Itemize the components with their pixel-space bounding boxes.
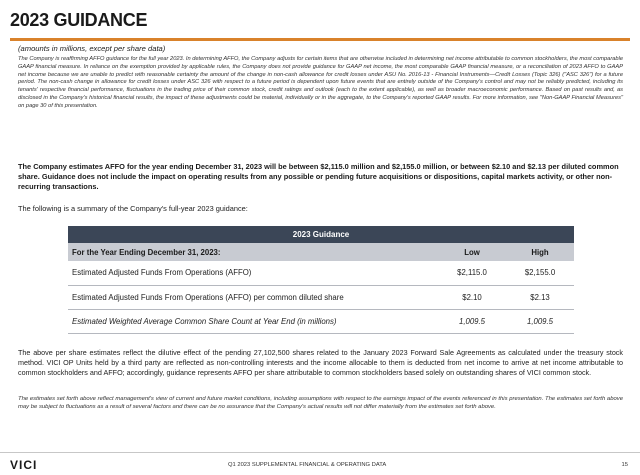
row-low-value: 1,009.5 xyxy=(438,309,506,333)
table-caption-row xyxy=(68,226,574,243)
row-label: Estimated Weighted Average Common Share Count at Year End (in millions) xyxy=(68,309,438,333)
row-high-value: $2.13 xyxy=(506,285,574,309)
row-low-value: $2.10 xyxy=(438,285,506,309)
page-number: 15 xyxy=(621,462,628,468)
table-header-row xyxy=(68,243,574,261)
estimates-footnote: The estimates set forth above reflect management's view of current and future market conditions, including assumptions with respect to the earnings impact of the events referenced in this presentation. The estimates set forth above may be subject to fluctuations as a result of several factors and there can be no assurance that the Company's actual results will not differ materially from the estimates set forth above. xyxy=(18,396,623,410)
page-title: 2023 GUIDANCE xyxy=(10,10,148,30)
company-logo: VICI xyxy=(10,458,38,472)
header-period-label: For the Year Ending December 31, 2023: xyxy=(68,243,438,261)
row-label: Estimated Adjusted Funds From Operations (AFFO) per common diluted share xyxy=(68,285,438,309)
header-low: Low xyxy=(438,243,506,261)
table-row xyxy=(68,285,574,309)
summary-intro: The following is a summary of the Company's full-year 2023 guidance: xyxy=(18,204,248,213)
affo-estimate-statement: The Company estimates AFFO for the year ending December 31, 2023 will be between $2,115.0 million and $2,155.0 million, or between $2.10 and $2.13 per diluted common share. Guidance does not include the impact on operating results from any possible or pending future acquisitions or dispositions, capital markets activity, or other non-recurring transactions. xyxy=(18,162,619,191)
footer-document-title: Q1 2023 SUPPLEMENTAL FINANCIAL & OPERATING DATA xyxy=(228,462,387,468)
guidance-table xyxy=(68,226,574,334)
guidance-disclaimer: The Company is reaffirming AFFO guidance for the full year 2023. In determining AFFO, the Company adjusts for certain items that are otherwise included in determining net income attributable to common stockholders, the most comparable GAAP financial measure. In reliance on the exemption provided by applicable rules, the Company does not provide guidance for GAAP net income, the most comparable GAAP financial measure, or a reconciliation of 2023 AFFO to GAAP net income because we are unable to predict with reasonable certainty the amount of the change in non-cash allowance for credit losses under ASU No. 2016-13 - Financial Instruments—Credit Losses (Topic 326) ("ASC 326") for a future period. The non-cash change in allowance for credit losses under ASC 326 with respect to a future period is dependent upon future events that are entirely outside of the Company's control and may not be reliably predicted, including its tenants' respective financial performance, fluctuations in the trading price of their common stock, credit ratings and outlook (each to the extent applicable), as well as broader macroeconomic performance. Based on past results and, as disclosed in the Company's historical financial results, the impact of these adjustments could be material, individually or in the aggregate, to the Company's reported GAAP results. For more information, see "Non-GAAP Financial Measures" on page 30 of this presentation. xyxy=(18,56,623,109)
header-high: High xyxy=(506,243,574,261)
footer-divider xyxy=(0,452,640,453)
row-high-value: $2,155.0 xyxy=(506,261,574,285)
row-high-value: 1,009.5 xyxy=(506,309,574,333)
dilution-paragraph: The above per share estimates reflect the dilutive effect of the pending 27,102,500 shares related to the January 2023 Forward Sale Agreements as calculated under the treasury stock method. VICI OP Units held by a third party are reflected as non-controlling interests and the income allocable to them is deducted from net income to arrive at net income attributable to common stockholders and AFFO; accordingly, guidance represents AFFO per share attributable to common stockholders based solely on outstanding shares of VICI common stock. xyxy=(18,348,623,377)
units-note: (amounts in millions, except per share data) xyxy=(18,44,166,53)
row-low-value: $2,115.0 xyxy=(438,261,506,285)
table-row xyxy=(68,309,574,333)
row-label: Estimated Adjusted Funds From Operations (AFFO) xyxy=(68,261,438,285)
table-row xyxy=(68,261,574,285)
title-divider xyxy=(10,38,630,41)
table-caption: 2023 Guidance xyxy=(68,226,574,243)
